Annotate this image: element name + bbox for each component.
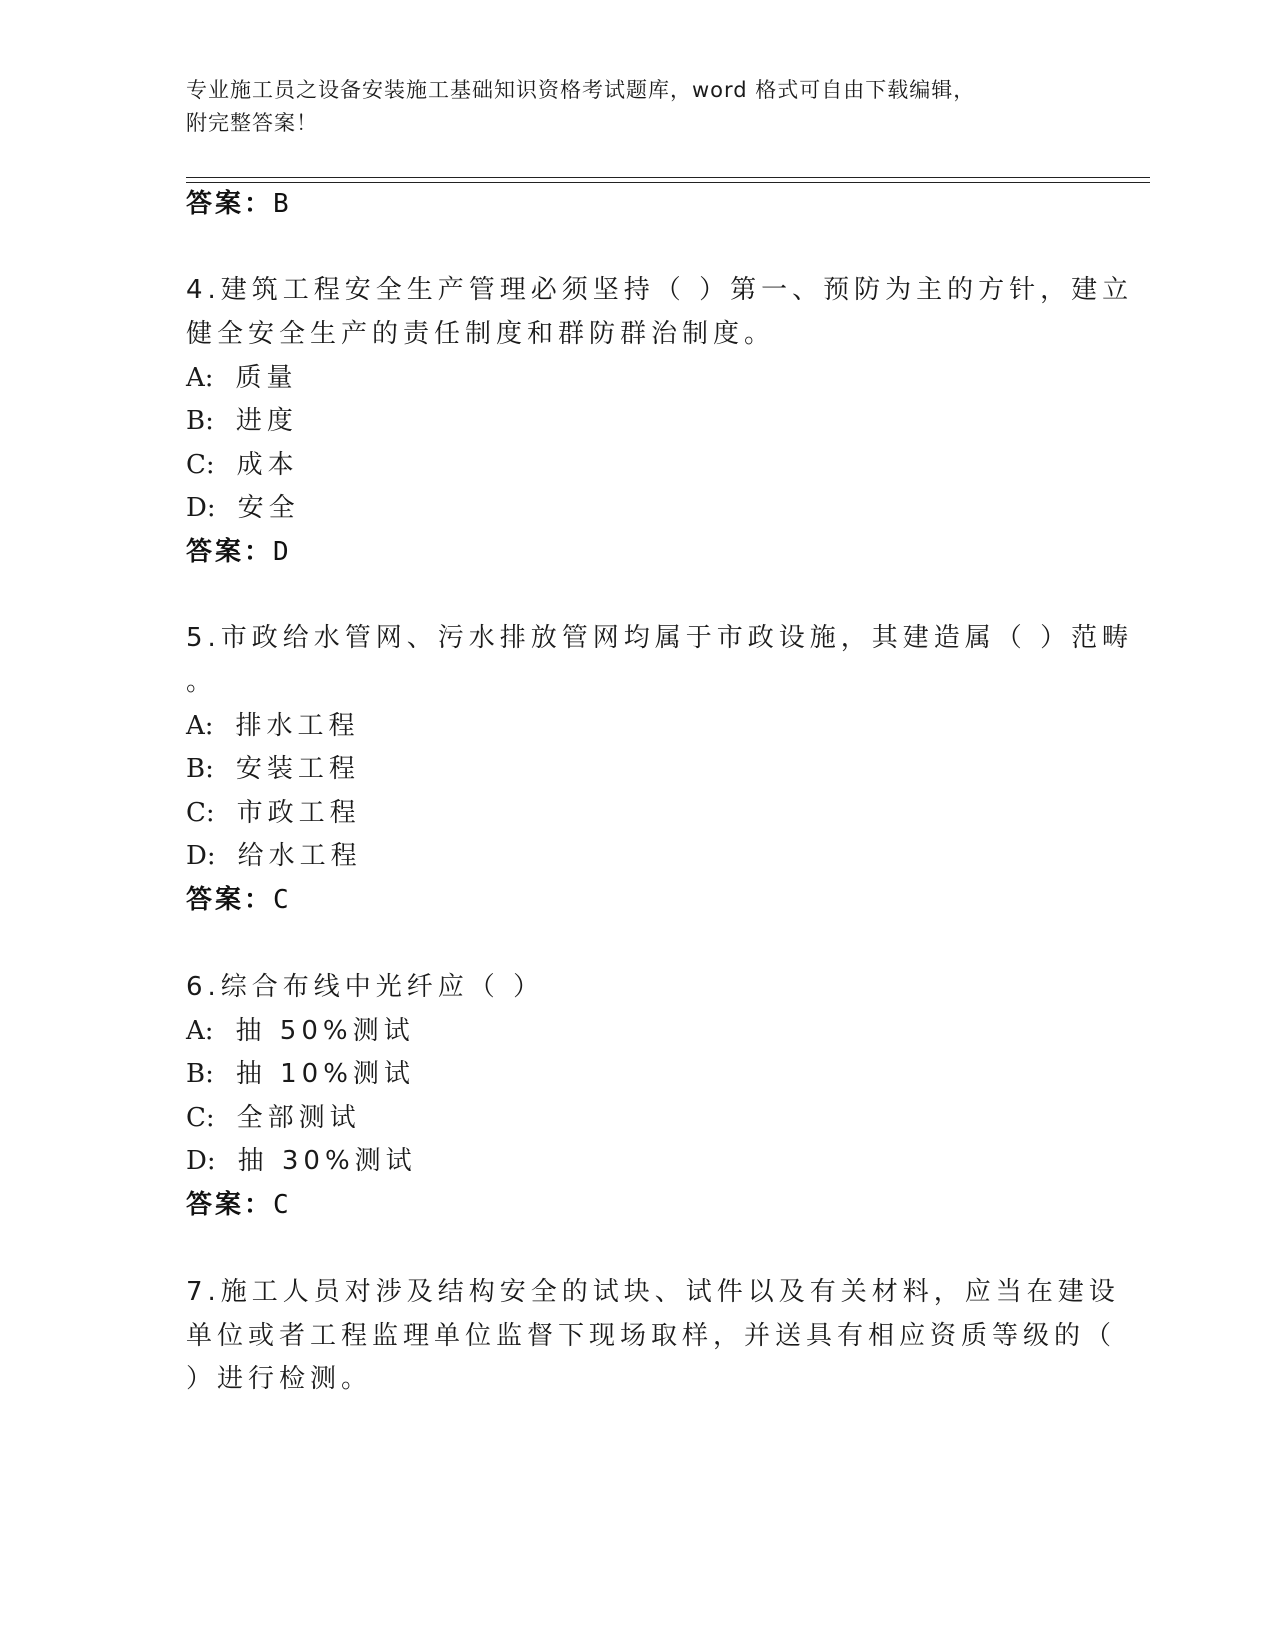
answer-label: 答案： — [186, 537, 274, 567]
option-key: B: — [186, 754, 214, 784]
question-6-answer — [186, 1189, 289, 1221]
question-4-option-c — [186, 449, 299, 481]
question-4-stem-line-2: 健全安全生产的责任制度和群防群治制度。 — [186, 319, 776, 349]
option-key: A: — [186, 1016, 214, 1046]
option-key: B: — [186, 406, 214, 436]
question-5-option-c — [186, 797, 361, 829]
answer-value: C — [273, 1190, 289, 1220]
question-7-stem-line-1: 7.施工人员对涉及结构安全的试块、试件以及有关材料，应当在建设 — [186, 1277, 1120, 1307]
header-line-2: 附完整答案！ — [186, 111, 318, 135]
option-key: C: — [186, 1103, 215, 1133]
question-5-stem-line-2: 。 — [186, 667, 218, 697]
question-6-option-c — [186, 1102, 361, 1134]
header-divider-bottom — [186, 182, 1150, 183]
question-4-option-d — [186, 492, 300, 524]
option-text: 全部测试 — [236, 1103, 361, 1133]
option-text: 成本 — [236, 450, 299, 480]
option-key: D: — [186, 1146, 216, 1176]
option-text: 安装工程 — [235, 754, 360, 784]
option-text: 抽 50%测试 — [235, 1016, 415, 1046]
answer-value: D — [273, 537, 289, 567]
question-5-stem-line-1: 5.市政给水管网、污水排放管网均属于市政设施，其建造属（ ）范畴 — [186, 623, 1134, 653]
question-6-stem-line-1: 6.综合布线中光纤应（ ） — [186, 972, 545, 1002]
answer-line — [186, 188, 289, 220]
answer-label: 答案： — [186, 885, 274, 915]
option-key: D: — [186, 493, 216, 523]
question-4-answer — [186, 536, 289, 568]
option-text: 抽 30%测试 — [237, 1146, 417, 1176]
answer-label: 答案： — [186, 1190, 274, 1220]
option-text: 给水工程 — [237, 841, 362, 871]
question-6-option-a — [186, 1015, 415, 1047]
question-5-option-b — [186, 753, 360, 785]
question-5-option-d — [186, 840, 362, 872]
option-text: 抽 10%测试 — [235, 1059, 415, 1089]
question-5-option-a — [186, 710, 360, 742]
question-4-option-a — [186, 362, 298, 394]
option-key: A: — [186, 711, 214, 741]
answer-label: 答案： — [186, 189, 274, 219]
option-key: C: — [186, 450, 215, 480]
question-5-answer — [186, 884, 289, 916]
question-7-stem-line-2: 单位或者工程监理单位监督下现场取样，并送具有相应资质等级的（ — [186, 1321, 1117, 1351]
answer-value: B — [273, 189, 289, 219]
question-6-option-d — [186, 1145, 417, 1177]
option-text: 排水工程 — [235, 711, 360, 741]
question-4-option-b — [186, 405, 298, 437]
option-key: A: — [186, 363, 214, 393]
question-4-stem-line-1: 4.建筑工程安全生产管理必须坚持（ ）第一、预防为主的方针，建立 — [186, 275, 1134, 305]
header-divider-top — [186, 177, 1150, 178]
page-header — [186, 74, 1066, 140]
answer-value: C — [273, 885, 289, 915]
option-text: 安全 — [237, 493, 300, 523]
header-line-1: 专业施工员之设备安装施工基础知识资格考试题库，word 格式可自由下载编辑， — [186, 78, 976, 102]
option-text: 进度 — [235, 406, 298, 436]
option-text: 质量 — [235, 363, 298, 393]
question-6-option-b — [186, 1058, 415, 1090]
option-key: C: — [186, 798, 215, 828]
question-7-stem-line-3: ）进行检测。 — [186, 1364, 373, 1394]
option-text: 市政工程 — [236, 798, 361, 828]
option-key: D: — [186, 841, 216, 871]
option-key: B: — [186, 1059, 214, 1089]
